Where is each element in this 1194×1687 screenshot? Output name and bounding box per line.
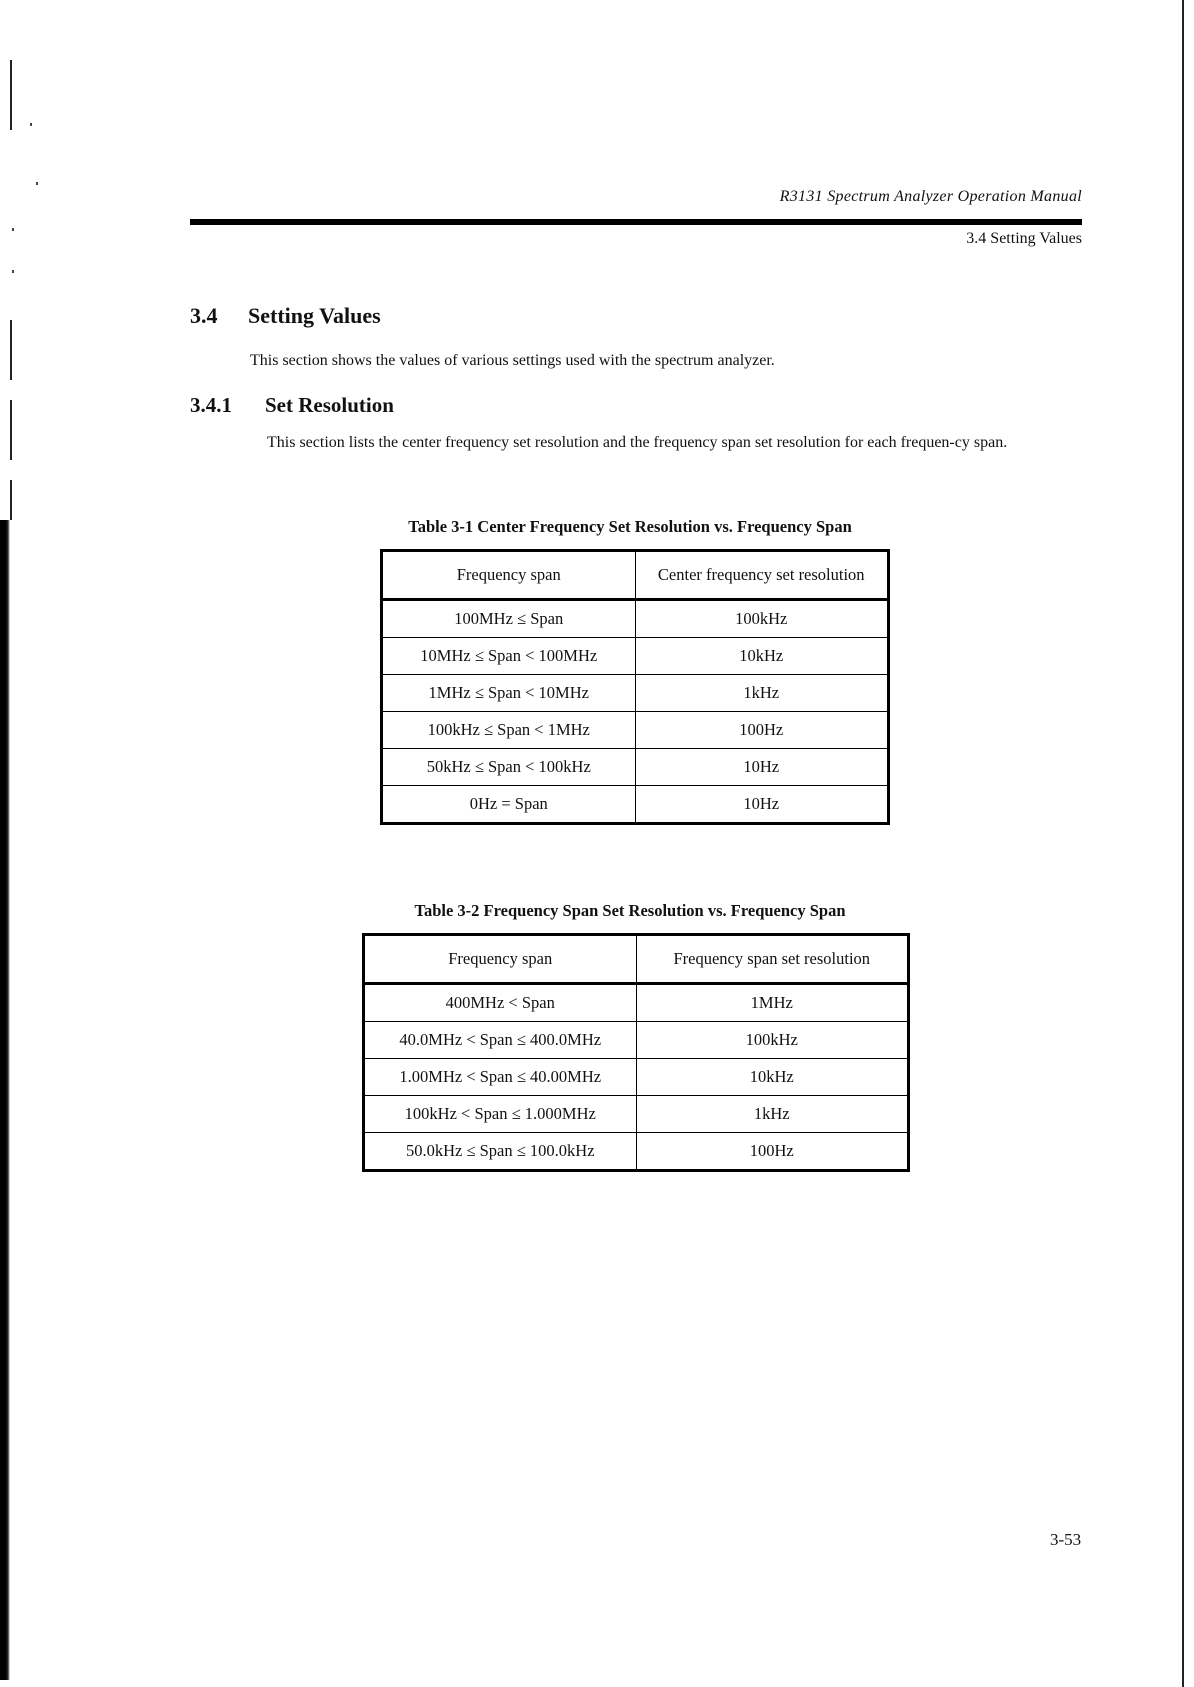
scan-mark: [10, 320, 12, 380]
table-row: [382, 675, 889, 712]
table-cell: 400MHz < Span: [364, 984, 637, 1022]
table-cell: 50kHz ≤ Span < 100kHz: [382, 749, 636, 786]
scan-mark: [10, 60, 12, 130]
scan-mark: [36, 182, 38, 185]
table-row: [382, 749, 889, 786]
table1: [380, 549, 890, 825]
table-row: [382, 638, 889, 675]
scan-mark: [30, 123, 32, 126]
header-rule: [190, 219, 1082, 225]
table-cell: 100kHz: [636, 1022, 909, 1059]
table-row: [364, 1133, 909, 1171]
subsection-number: 3.4.1: [190, 393, 232, 417]
table-header-cell: Center frequency set resolution: [635, 551, 889, 600]
table-header-cell: Frequency span: [382, 551, 636, 600]
table-row: [382, 786, 889, 824]
table1-caption: Table 3-1 Center Frequency Set Resolution vs. Frequency Span: [408, 517, 852, 536]
table-cell: 100Hz: [636, 1133, 909, 1171]
table-cell: 1kHz: [635, 675, 889, 712]
table-cell: 10kHz: [635, 638, 889, 675]
table-cell: 10Hz: [635, 786, 889, 824]
page-number: 3-53: [1050, 1530, 1082, 1549]
section-title: Setting Values: [248, 303, 381, 328]
scan-mark: [10, 400, 12, 460]
scan-mark: [12, 228, 14, 231]
scan-mark: [10, 480, 12, 520]
table-cell: 10MHz ≤ Span < 100MHz: [382, 638, 636, 675]
subsection-heading: [190, 393, 394, 418]
table-header-cell: Frequency span set resolution: [636, 935, 909, 984]
table-header-row: [364, 935, 909, 984]
scan-mark: [12, 270, 14, 273]
table-cell: 10Hz: [635, 749, 889, 786]
running-header-section: 3.4 Setting Values: [966, 230, 1082, 247]
scan-edge-artifact: [0, 520, 10, 1680]
table-row: [382, 600, 889, 638]
table2-caption: Table 3-2 Frequency Span Set Resolution vs. Frequency Span: [414, 901, 846, 920]
table-cell: 100MHz ≤ Span: [382, 600, 636, 638]
table-cell: 100Hz: [635, 712, 889, 749]
table-row: [364, 984, 909, 1022]
table-row: [364, 1059, 909, 1096]
table-cell: 40.0MHz < Span ≤ 400.0MHz: [364, 1022, 637, 1059]
table-cell: 1MHz ≤ Span < 10MHz: [382, 675, 636, 712]
section-number: 3.4: [190, 303, 218, 328]
table-cell: 1MHz: [636, 984, 909, 1022]
table-cell: 100kHz: [635, 600, 889, 638]
table-cell: 100kHz < Span ≤ 1.000MHz: [364, 1096, 637, 1133]
section-intro: This section shows the values of various settings used with the spectrum analyzer.: [250, 352, 775, 369]
subsection-body: This section lists the center frequency set resolution and the frequency span set resolution for each frequen-cy span.: [267, 434, 1008, 451]
table-cell: 0Hz = Span: [382, 786, 636, 824]
table-cell: 100kHz ≤ Span < 1MHz: [382, 712, 636, 749]
table-cell: 1.00MHz < Span ≤ 40.00MHz: [364, 1059, 637, 1096]
table-header-row: [382, 551, 889, 600]
table-cell: 10kHz: [636, 1059, 909, 1096]
table-cell: 50.0kHz ≤ Span ≤ 100.0kHz: [364, 1133, 637, 1171]
scan-edge-right: [1182, 0, 1184, 1687]
table-row: [364, 1096, 909, 1133]
table-cell: 1kHz: [636, 1096, 909, 1133]
table-row: [364, 1022, 909, 1059]
subsection-title: Set Resolution: [265, 393, 394, 417]
table-row: [382, 712, 889, 749]
running-header-title: R3131 Spectrum Analyzer Operation Manual: [779, 188, 1082, 205]
section-heading: [190, 303, 381, 329]
table2: [362, 933, 910, 1172]
table-header-cell: Frequency span: [364, 935, 637, 984]
